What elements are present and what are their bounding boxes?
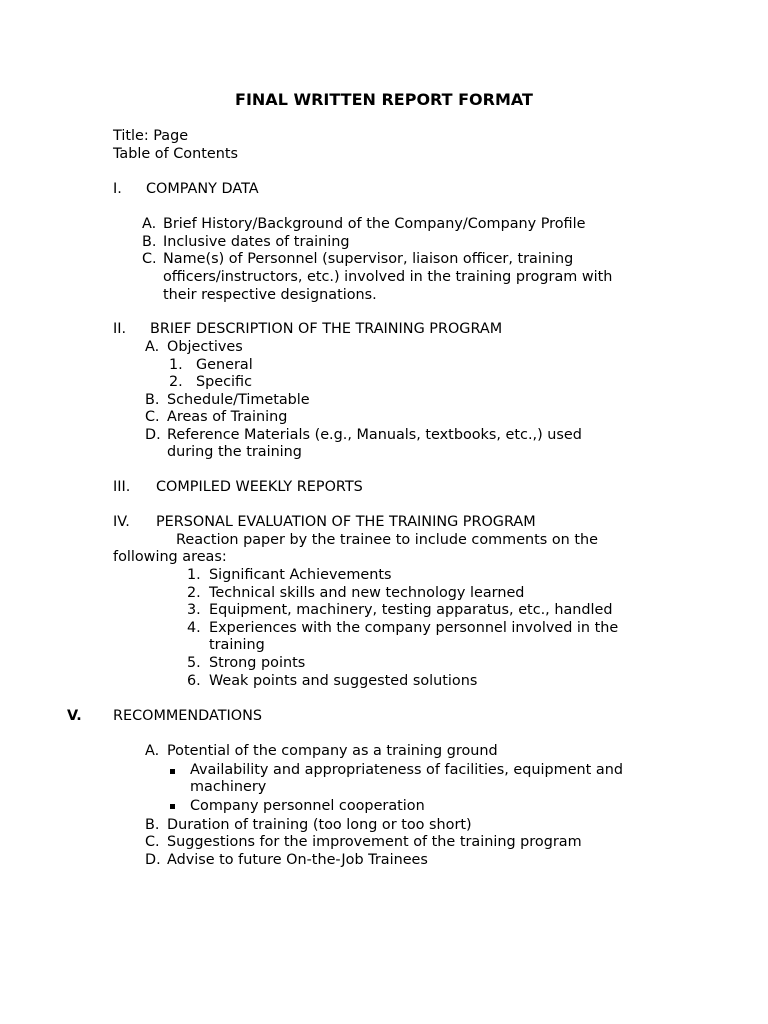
s1-item-c-marker: C. [142,251,157,267]
section-2-heading: BRIEF DESCRIPTION OF THE TRAINING PROGRAM [150,321,503,337]
s2-item-d-text-1: Reference Materials (e.g., Manuals, textbooks, etc.,) used [167,427,582,443]
s4-item-4-text-1: Experiences with the company personnel involved in the [209,620,619,636]
s1-item-c-text-1: Name(s) of Personnel (supervisor, liaison officer, training [163,251,574,267]
s4-item-5-text: Strong points [209,655,306,671]
s4-intro-line-2: following areas: [113,549,227,565]
s2-item-c-marker: C. [145,409,160,425]
section-1-number: I. [113,181,122,197]
section-3-heading: COMPILED WEEKLY REPORTS [156,479,363,495]
section-4-number: IV. [113,514,130,530]
s2-item-d-marker: D. [145,427,161,443]
s1-item-c-text-2: officers/instructors, etc.) involved in the training program with [163,269,613,285]
s5-item-a-marker: A. [145,743,160,759]
s2-subitem-2-marker: 2. [169,374,183,390]
s5-item-b-text: Duration of training (too long or too short) [167,817,472,833]
square-bullet-icon [170,769,175,774]
s4-item-1-text: Significant Achievements [209,567,392,583]
s5-item-c-text: Suggestions for the improvement of the training program [167,834,582,850]
s2-item-a-text: Objectives [167,339,243,355]
section-4-heading: PERSONAL EVALUATION OF THE TRAINING PROGRAM [156,514,536,530]
s4-item-5-marker: 5. [187,655,201,671]
s1-item-a-marker: A. [142,216,157,232]
s2-item-c-text: Areas of Training [167,409,288,425]
s5-item-b-marker: B. [145,817,160,833]
s5-bullet-1-text-2: machinery [190,779,267,795]
s2-item-b-text: Schedule/Timetable [167,392,310,408]
s2-item-a-marker: A. [145,339,160,355]
document-title: FINAL WRITTEN REPORT FORMAT [235,90,533,109]
s2-subitem-1-marker: 1. [169,357,183,373]
section-1-heading: COMPANY DATA [146,181,259,197]
s4-item-2-marker: 2. [187,585,201,601]
s2-subitem-1-text: General [196,357,253,373]
s4-item-2-text: Technical skills and new technology learned [209,585,525,601]
s2-item-b-marker: B. [145,392,160,408]
s2-item-d-text-2: during the training [167,444,302,460]
square-bullet-icon [170,804,175,809]
s2-subitem-2-text: Specific [196,374,253,390]
s5-bullet-2-text: Company personnel cooperation [190,798,425,814]
section-3-number: III. [113,479,131,495]
s5-bullet-1-text-1: Availability and appropriateness of facilities, equipment and [190,762,623,778]
s4-item-4-text-2: training [209,637,265,653]
s4-item-3-text: Equipment, machinery, testing apparatus, etc., handled [209,602,613,618]
title-page-line: Title: Page [113,128,189,144]
s1-item-c-text-3: their respective designations. [163,287,377,303]
s5-item-d-marker: D. [145,852,161,868]
s4-item-3-marker: 3. [187,602,201,618]
s4-item-6-text: Weak points and suggested solutions [209,673,478,689]
section-5-heading: RECOMMENDATIONS [113,708,262,724]
s4-item-4-marker: 4. [187,620,201,636]
table-of-contents-line: Table of Contents [113,146,238,162]
s1-item-b-marker: B. [142,234,157,250]
s1-item-b-text: Inclusive dates of training [163,234,350,250]
s5-item-c-marker: C. [145,834,160,850]
section-2-number: II. [113,321,127,337]
s4-intro-line-1: Reaction paper by the trainee to include comments on the [176,532,598,548]
s4-item-6-marker: 6. [187,673,201,689]
s1-item-a-text: Brief History/Background of the Company/Company Profile [163,216,586,232]
section-5-number: V. [67,708,82,724]
s4-item-1-marker: 1. [187,567,201,583]
s5-item-d-text: Advise to future On-the-Job Trainees [167,852,428,868]
s5-item-a-text: Potential of the company as a training ground [167,743,498,759]
